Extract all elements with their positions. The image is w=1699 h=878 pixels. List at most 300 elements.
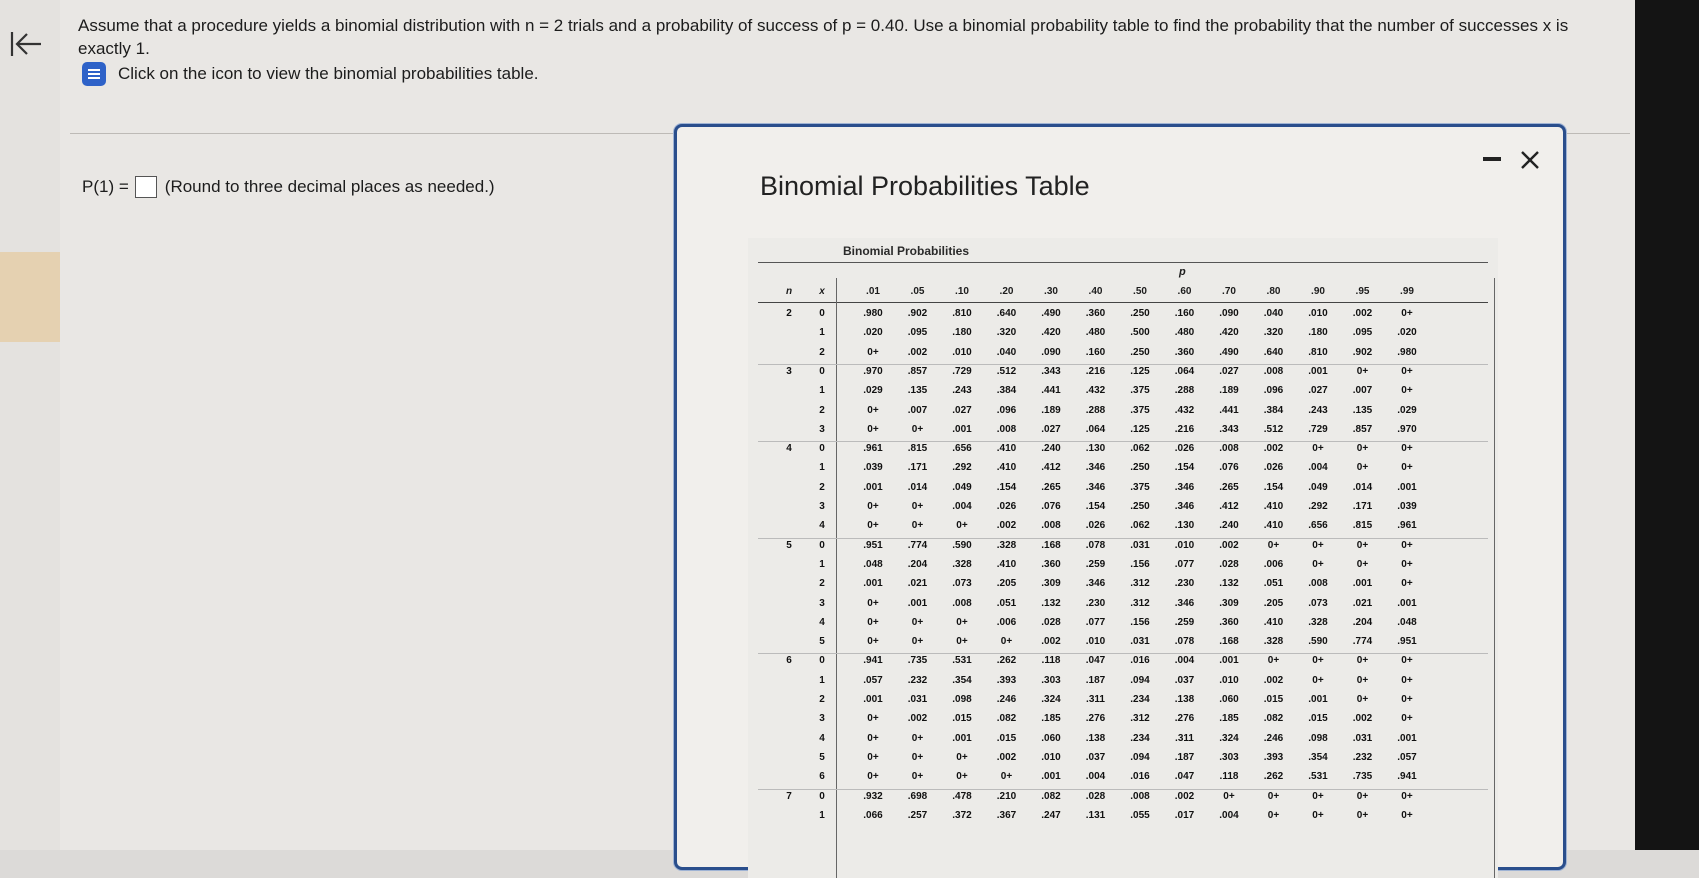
p-column-header: .30 [1044, 286, 1058, 297]
probability-cell: .815 [907, 443, 928, 455]
probability-cell: .204 [1352, 616, 1373, 628]
probability-cell: .180 [1308, 327, 1328, 339]
n-value: 2 [786, 308, 792, 319]
probability-cell: .077 [1085, 616, 1106, 628]
probability-cell: .328 [1263, 636, 1284, 648]
p-column-header: .80 [1266, 286, 1281, 297]
probability-cell: .590 [1308, 636, 1328, 648]
probability-cell: 0+ [911, 520, 924, 532]
probability-cell: .185 [1041, 713, 1061, 725]
probability-cell: .412 [1219, 501, 1239, 512]
probability-cell: 0+ [1267, 655, 1280, 667]
probability-cell: .232 [1352, 751, 1373, 763]
table-vertical-rule [1494, 278, 1495, 878]
probability-cell: .062 [1130, 520, 1150, 532]
probability-cell: .941 [863, 655, 883, 667]
probability-cell: 0+ [1401, 578, 1413, 590]
probability-cell: .857 [907, 365, 928, 377]
probability-cell: .002 [996, 751, 1017, 763]
probability-cell: .961 [1397, 520, 1417, 532]
probability-cell: .243 [1308, 404, 1328, 416]
probability-cell: .031 [1130, 636, 1150, 648]
probability-cell: 0+ [867, 751, 879, 763]
x-value: 3 [819, 423, 825, 435]
probability-cell: .031 [1130, 539, 1150, 551]
probability-cell: .037 [1174, 674, 1195, 686]
probability-cell: 0+ [867, 346, 879, 358]
probability-cell: .410 [996, 443, 1017, 455]
probability-cell: .367 [996, 809, 1017, 821]
x-value: 4 [819, 732, 825, 744]
probability-cell: .640 [996, 308, 1017, 319]
probability-cell: .311 [1086, 694, 1105, 705]
n-value: 4 [786, 443, 792, 455]
probability-cell: .234 [1130, 732, 1150, 744]
x-value: 1 [819, 558, 825, 570]
probability-cell: .066 [863, 809, 883, 821]
probability-cell: 0+ [911, 636, 924, 648]
probability-cell: .002 [1352, 308, 1373, 319]
p-column-header: .10 [955, 286, 969, 297]
probability-cell: .010 [1041, 751, 1061, 763]
probability-cell: .640 [1263, 346, 1284, 358]
probability-cell: .004 [1308, 462, 1328, 474]
left-rail [0, 0, 61, 850]
probability-cell: .082 [996, 713, 1017, 725]
probability-cell: 0+ [911, 616, 924, 628]
probability-cell: .021 [907, 578, 928, 590]
probability-cell: .412 [1041, 462, 1061, 474]
probability-cell: .970 [1397, 423, 1417, 435]
left-rail-accent [0, 252, 60, 342]
probability-cell: .040 [1263, 308, 1284, 319]
probability-cell: .007 [1352, 385, 1373, 397]
probability-cell: 0+ [1267, 539, 1280, 551]
probability-cell: .970 [863, 365, 883, 377]
probability-cell: 0+ [1312, 558, 1324, 570]
probability-cell: .002 [1263, 443, 1284, 455]
probability-cell: .441 [1041, 385, 1061, 397]
x-value: 2 [819, 481, 825, 493]
x-value: 2 [819, 346, 825, 358]
probability-cell: 0+ [1312, 674, 1324, 686]
n-value: 6 [786, 655, 792, 667]
probability-cell: 0+ [1356, 674, 1369, 686]
probability-cell: .039 [1397, 501, 1417, 512]
probability-cell: .189 [1041, 404, 1061, 416]
probability-cell: 0+ [1312, 539, 1324, 551]
probability-cell: .420 [1041, 327, 1061, 339]
probability-cell: .311 [1175, 732, 1194, 744]
probability-cell: .076 [1041, 501, 1061, 512]
probability-cell: 0+ [1401, 365, 1413, 377]
probability-cell: 0+ [1401, 443, 1413, 455]
probability-cell: 0+ [867, 713, 879, 725]
probability-cell: .312 [1130, 597, 1150, 609]
probability-cell: .346 [1085, 578, 1106, 590]
probability-cell: .346 [1085, 462, 1106, 474]
probability-cell: 0+ [1401, 558, 1413, 570]
probability-cell: .360 [1219, 616, 1239, 628]
probability-cell: .815 [1352, 520, 1373, 532]
x-value: 1 [819, 809, 825, 821]
probability-cell: .432 [1085, 385, 1106, 397]
probability-cell: .096 [1263, 385, 1284, 397]
probability-cell: .004 [952, 501, 972, 512]
probability-cell: .094 [1130, 751, 1150, 763]
probability-cell: .328 [952, 558, 972, 570]
table-caption: Binomial Probabilities [843, 244, 970, 258]
n-value: 3 [786, 365, 792, 377]
probability-cell: .026 [1263, 462, 1284, 474]
probability-cell: 0+ [1401, 655, 1413, 667]
probability-cell: .941 [1397, 771, 1417, 783]
probability-cell: .276 [1174, 713, 1195, 725]
n-header: n [785, 286, 793, 297]
x-value: 0 [819, 365, 825, 377]
probability-cell: .027 [1041, 423, 1061, 435]
probability-cell: .320 [1263, 327, 1284, 339]
probability-cell: .002 [1041, 636, 1061, 648]
binomial-table-dialog [674, 124, 1566, 870]
probability-cell: .015 [996, 732, 1017, 744]
probability-cell: 0+ [1401, 674, 1413, 686]
x-value: 3 [819, 501, 825, 512]
probability-cell: .051 [1263, 578, 1284, 590]
probability-cell: .002 [907, 346, 928, 358]
probability-cell: .057 [1397, 751, 1417, 763]
probability-cell: 0+ [1401, 462, 1413, 474]
probability-cell: .131 [1085, 809, 1106, 821]
probability-cell: 0+ [1356, 809, 1369, 821]
x-header: x [819, 286, 825, 297]
hint-text: Click on the icon to view the binomial probabilities table. [118, 64, 539, 83]
probability-cell: .265 [1219, 481, 1239, 493]
probability-cell: .246 [1263, 732, 1284, 744]
probability-cell: .774 [1352, 636, 1373, 648]
probability-cell: .288 [1174, 385, 1195, 397]
p-label: p [1179, 266, 1186, 278]
probability-cell: .096 [996, 404, 1017, 416]
probability-cell: .060 [1219, 694, 1239, 705]
probability-cell: .250 [1130, 308, 1150, 319]
probability-cell: .656 [1308, 520, 1328, 532]
probability-cell: .010 [1308, 308, 1328, 319]
probability-cell: .346 [1174, 501, 1195, 512]
probability-cell: .216 [1174, 423, 1195, 435]
probability-cell: .204 [907, 558, 928, 570]
probability-cell: 0+ [1267, 790, 1280, 802]
probability-cell: .082 [1041, 790, 1061, 802]
probability-cell: .002 [907, 713, 928, 725]
probability-cell: .478 [952, 790, 972, 802]
question-text: Assume that a procedure yields a binomial distribution with n = 2 trials and a probability of success of p = 0.40. Use a binomial probability table to find the probability that the number of successes x is exactly 1. [78, 16, 1569, 58]
probability-cell: 0+ [867, 597, 879, 609]
probability-cell: .062 [1130, 443, 1150, 455]
probability-cell: .410 [1263, 501, 1284, 512]
probability-cell: .002 [1263, 674, 1284, 686]
probability-cell: .343 [1219, 423, 1239, 435]
probability-cell: .531 [952, 655, 972, 667]
probability-cell: .154 [1263, 481, 1284, 493]
x-value: 1 [819, 674, 825, 686]
dialog-title: Binomial Probabilities Table [760, 171, 1090, 201]
probability-cell: .531 [1308, 771, 1328, 783]
probability-cell: .029 [863, 385, 883, 397]
probability-cell: 0+ [1356, 790, 1369, 802]
probability-cell: .384 [1263, 404, 1284, 416]
probability-cell: .008 [1130, 790, 1150, 802]
probability-cell: 0+ [867, 616, 879, 628]
group-separator [758, 441, 1488, 442]
probability-cell: .346 [1174, 597, 1195, 609]
probability-cell: .354 [952, 674, 972, 686]
probability-cell: .028 [1085, 790, 1106, 802]
probability-cell: .047 [1085, 655, 1106, 667]
probability-cell: .031 [1352, 732, 1373, 744]
answer-input[interactable] [135, 176, 157, 198]
probability-cell: .160 [1085, 346, 1106, 358]
probability-cell: .002 [1219, 539, 1239, 551]
probability-cell: 0+ [867, 520, 879, 532]
probability-cell: .902 [907, 308, 928, 319]
probability-cell: 0+ [1401, 809, 1413, 821]
probability-cell: .774 [907, 539, 928, 551]
probability-cell: .154 [1174, 462, 1195, 474]
probability-cell: .001 [1219, 655, 1239, 667]
probability-cell: .512 [996, 365, 1017, 377]
probability-cell: .014 [907, 481, 928, 493]
probability-cell: .360 [1041, 558, 1061, 570]
probability-cell: .076 [1219, 462, 1239, 474]
x-value: 0 [819, 443, 825, 455]
probability-cell: .135 [1352, 404, 1373, 416]
probability-cell: .008 [1041, 520, 1061, 532]
probability-cell: .420 [1219, 327, 1239, 339]
probability-cell: 0+ [1356, 443, 1369, 455]
probability-cell: .257 [907, 809, 928, 821]
x-value: 0 [819, 539, 825, 551]
probability-cell: 0+ [956, 771, 968, 783]
probability-cell: 0+ [867, 423, 879, 435]
probability-cell: 0+ [911, 771, 924, 783]
p-column-header: .99 [1400, 286, 1414, 297]
probability-cell: 0+ [1312, 809, 1324, 821]
probability-cell: .082 [1263, 713, 1284, 725]
probability-cell: .027 [1219, 365, 1239, 377]
probability-cell: .004 [1085, 771, 1106, 783]
probability-cell: 0+ [1312, 790, 1324, 802]
probability-cell: 0+ [1312, 443, 1324, 455]
probability-cell: .262 [996, 655, 1017, 667]
probability-cell: .250 [1130, 462, 1150, 474]
probability-cell: .138 [1174, 694, 1195, 705]
probability-cell: .010 [952, 346, 972, 358]
x-value: 4 [819, 616, 825, 628]
probability-cell: .303 [1219, 751, 1239, 763]
close-icon[interactable] [1519, 149, 1541, 171]
probability-cell: .001 [863, 481, 883, 493]
probability-cell: .410 [996, 462, 1017, 474]
group-separator [758, 538, 1488, 539]
answer-note: (Round to three decimal places as needed.) [164, 177, 495, 196]
probability-cell: .171 [907, 462, 928, 474]
probability-cell: .154 [1085, 501, 1106, 512]
probability-cell: 0+ [1356, 655, 1369, 667]
probability-cell: .288 [1085, 404, 1106, 416]
x-value: 0 [819, 790, 825, 802]
probability-cell: .324 [1219, 732, 1239, 744]
probability-cell: .729 [952, 365, 972, 377]
answer-prefix: P(1) = [82, 177, 129, 196]
probability-cell: 0+ [867, 771, 879, 783]
probability-cell: .480 [1085, 327, 1106, 339]
x-value: 4 [819, 520, 825, 532]
probability-cell: .078 [1174, 636, 1195, 648]
probability-cell: .185 [1219, 713, 1239, 725]
probability-cell: 0+ [867, 404, 879, 416]
x-value: 0 [819, 655, 825, 667]
back-button[interactable] [6, 24, 46, 64]
probability-cell: .324 [1041, 694, 1061, 705]
probability-cell: .049 [952, 481, 972, 493]
probability-cell: .078 [1085, 539, 1106, 551]
probability-cell: .410 [1263, 520, 1284, 532]
minimize-icon[interactable] [1483, 157, 1501, 161]
probability-cell: 0+ [1401, 539, 1413, 551]
probability-cell: .021 [1352, 597, 1373, 609]
probability-cell: .026 [1085, 520, 1106, 532]
probability-cell: .951 [863, 539, 883, 551]
probability-cell: .008 [1263, 365, 1284, 377]
p-column-header: .50 [1133, 286, 1147, 297]
n-value: 7 [786, 790, 792, 802]
probability-cell: 0+ [956, 520, 968, 532]
probability-cell: .360 [1085, 308, 1106, 319]
probability-cell: .393 [1263, 751, 1284, 763]
probability-cell: .073 [952, 578, 972, 590]
probability-cell: .432 [1174, 404, 1195, 416]
answer-row [82, 176, 495, 198]
probability-cell: .375 [1130, 385, 1150, 397]
probability-cell: .001 [1308, 694, 1328, 705]
probability-cell: .259 [1085, 558, 1106, 570]
probability-cell: .309 [1041, 578, 1061, 590]
probability-cell: .015 [952, 713, 972, 725]
probability-cell: .055 [1130, 809, 1150, 821]
probability-cell: .375 [1130, 481, 1150, 493]
probability-cell: .132 [1041, 597, 1061, 609]
p-column-header: .01 [866, 286, 880, 297]
probability-cell: .932 [863, 790, 883, 802]
probability-cell: .187 [1085, 674, 1106, 686]
probability-cell: .028 [1219, 558, 1239, 570]
probability-cell: .135 [907, 385, 928, 397]
probability-cell: .015 [1308, 713, 1328, 725]
x-value: 5 [819, 751, 825, 763]
p-column-header: .05 [910, 286, 925, 297]
group-separator [758, 364, 1488, 365]
probability-cell: 0+ [911, 501, 924, 512]
probability-cell: .902 [1352, 346, 1373, 358]
probability-cell: .230 [1085, 597, 1106, 609]
probability-cell: .187 [1174, 751, 1195, 763]
probability-cell: .951 [1397, 636, 1417, 648]
probability-cell: .698 [907, 790, 928, 802]
probability-cell: .259 [1174, 616, 1195, 628]
probability-cell: .980 [863, 308, 883, 319]
probability-cell: 0+ [1356, 694, 1369, 705]
probability-cell: .017 [1174, 809, 1195, 821]
probability-cell: .154 [996, 481, 1017, 493]
probability-cell: .410 [1263, 616, 1284, 628]
probability-cell: .328 [996, 539, 1017, 551]
probability-cell: .309 [1219, 597, 1239, 609]
probability-cell: .001 [952, 732, 972, 744]
probability-cell: .004 [1174, 655, 1195, 667]
probability-cell: .014 [1352, 481, 1373, 493]
probability-cell: .360 [1174, 346, 1195, 358]
probability-cell: .240 [1041, 443, 1061, 455]
probability-cell: 0+ [1223, 790, 1235, 802]
probability-cell: .980 [1397, 346, 1417, 358]
probability-cell: .292 [952, 462, 972, 474]
probability-cell: .010 [1174, 539, 1195, 551]
probability-cell: .961 [863, 443, 883, 455]
probability-cell: .006 [1263, 558, 1284, 570]
probability-cell: .232 [907, 674, 928, 686]
probability-cell: .002 [996, 520, 1017, 532]
probability-cell: .090 [1041, 346, 1061, 358]
probability-cell: .132 [1219, 578, 1239, 590]
probability-cell: .010 [1085, 636, 1106, 648]
x-value: 3 [819, 597, 825, 609]
probability-cell: .094 [1130, 674, 1150, 686]
p-column-header: .95 [1355, 286, 1370, 297]
probability-cell: .031 [907, 694, 928, 705]
probability-cell: .008 [996, 423, 1017, 435]
group-separator [758, 653, 1488, 654]
x-value: 1 [819, 327, 825, 339]
probability-cell: .735 [907, 655, 928, 667]
back-arrow-icon [9, 30, 43, 58]
probability-cell: 0+ [1356, 539, 1369, 551]
probability-cell: .125 [1130, 423, 1150, 435]
probability-cell: .001 [863, 578, 883, 590]
probability-cell: 0+ [1401, 385, 1413, 397]
probability-cell: .125 [1130, 365, 1150, 377]
probability-cell: .064 [1085, 423, 1106, 435]
probability-cell: .037 [1085, 751, 1106, 763]
probability-cell: .346 [1085, 481, 1106, 493]
probability-cell: .060 [1041, 732, 1061, 744]
probability-cell: .001 [863, 694, 883, 705]
probability-cell: .168 [1219, 636, 1239, 648]
probability-cell: .393 [996, 674, 1017, 686]
probability-cell: .250 [1130, 501, 1150, 512]
probability-cell: .490 [1041, 308, 1061, 319]
probability-cell: .410 [996, 558, 1017, 570]
probability-cell: .077 [1174, 558, 1195, 570]
probability-cell: .049 [1308, 481, 1328, 493]
table-book-icon[interactable] [82, 62, 106, 86]
probability-cell: .001 [1041, 771, 1061, 783]
table-hint [82, 62, 539, 86]
probability-cell: .001 [1352, 578, 1373, 590]
probability-cell: .008 [1308, 578, 1328, 590]
probability-cell: .320 [996, 327, 1017, 339]
probability-cell: .216 [1085, 365, 1106, 377]
